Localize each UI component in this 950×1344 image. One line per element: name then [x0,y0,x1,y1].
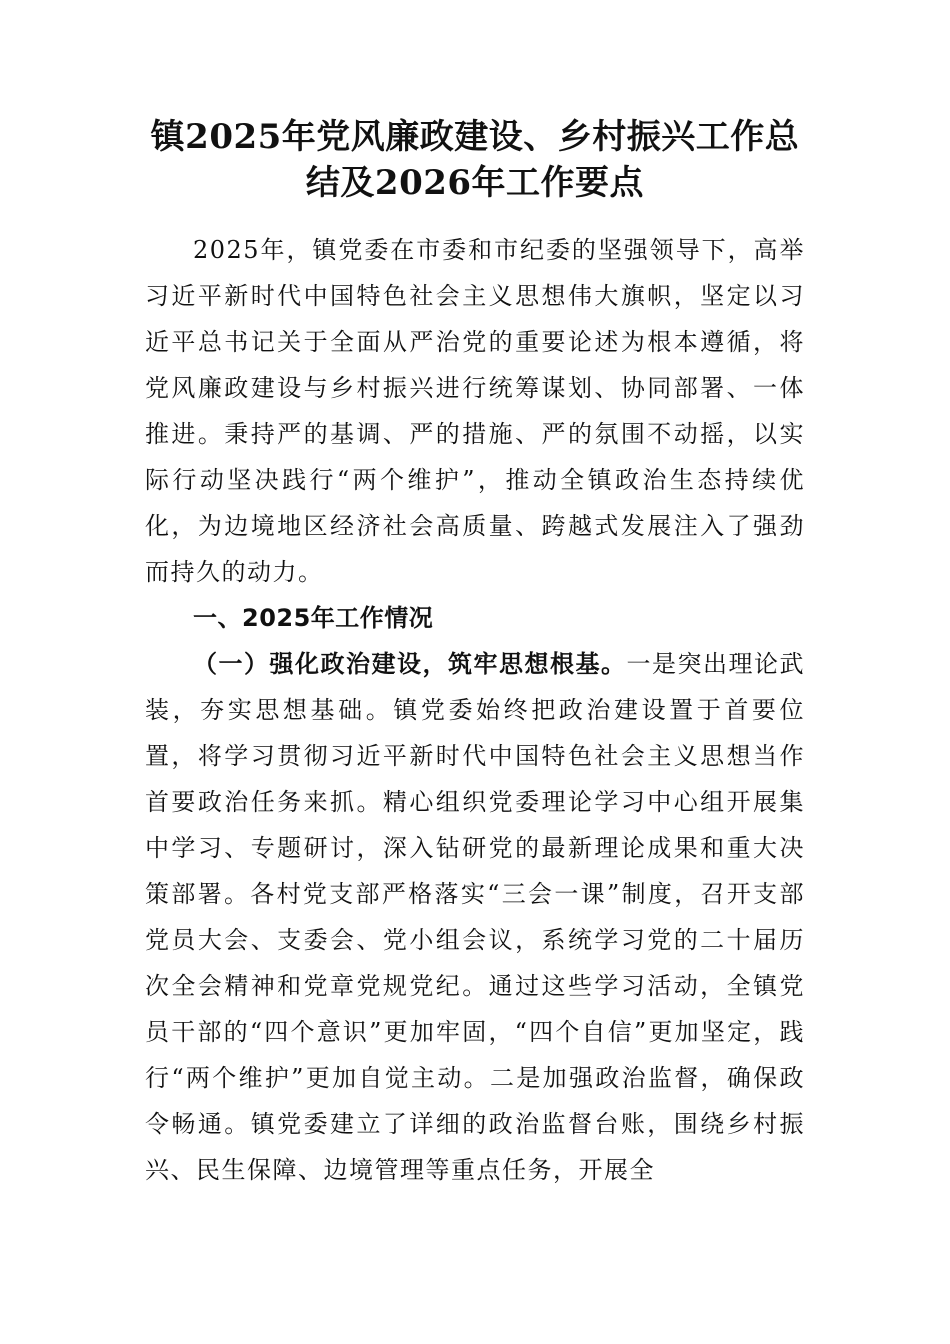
section-heading: 一、2025年工作情况 [193,604,434,632]
document-body [145,227,805,1193]
document-title [140,114,810,206]
subsection-body: 一是突出理论武装，夯实思想基础。镇党委始终把政治建设置于首要位置，将学习贯彻习近平新时代中国特色社会主义思想当作首要政治任务来抓。精心组织党委理论学习中心组开展集中学习、专题研讨，深入钻研党的最新理论成果和重大决策部署。各村党支部严格落实“三会一课”制度，召开支部党员大会、支委会、党小组会议，系统学习党的二十届历次全会精神和党章党规党纪。通过这些学习活动，全镇党员干部的“四个意识”更加牢固，“四个自信”更加坚定，践行“两个维护”更加自觉主动。二是加强政治监督，确保政令畅通。镇党委建立了详细的政治监督台账，围绕乡村振兴、民生保障、边境管理等重点任务，开展全 [145,650,805,1184]
title-line-1: 镇2025年党风廉政建设、乡村振兴工作总 [150,117,800,157]
subsection-paragraph [145,641,805,1193]
intro-paragraph: 2025年，镇党委在市委和市纪委的坚强领导下，高举习近平新时代中国特色社会主义思想伟大旗帜，坚定以习近平总书记关于全面从严治党的重要论述为根本遵循，将党风廉政建设与乡村振兴进行统筹谋划、协同部署、一体推进。秉持严的基调、严的措施、严的氛围不动摇，以实际行动坚决践行“两个维护”，推动全镇政治生态持续优化，为边境地区经济社会高质量、跨越式发展注入了强劲而持久的动力。 [145,236,805,586]
subsection-heading: （一）强化政治建设，筑牢思想根基。 [193,649,627,678]
title-line-2: 结及2026年工作要点 [305,163,645,203]
